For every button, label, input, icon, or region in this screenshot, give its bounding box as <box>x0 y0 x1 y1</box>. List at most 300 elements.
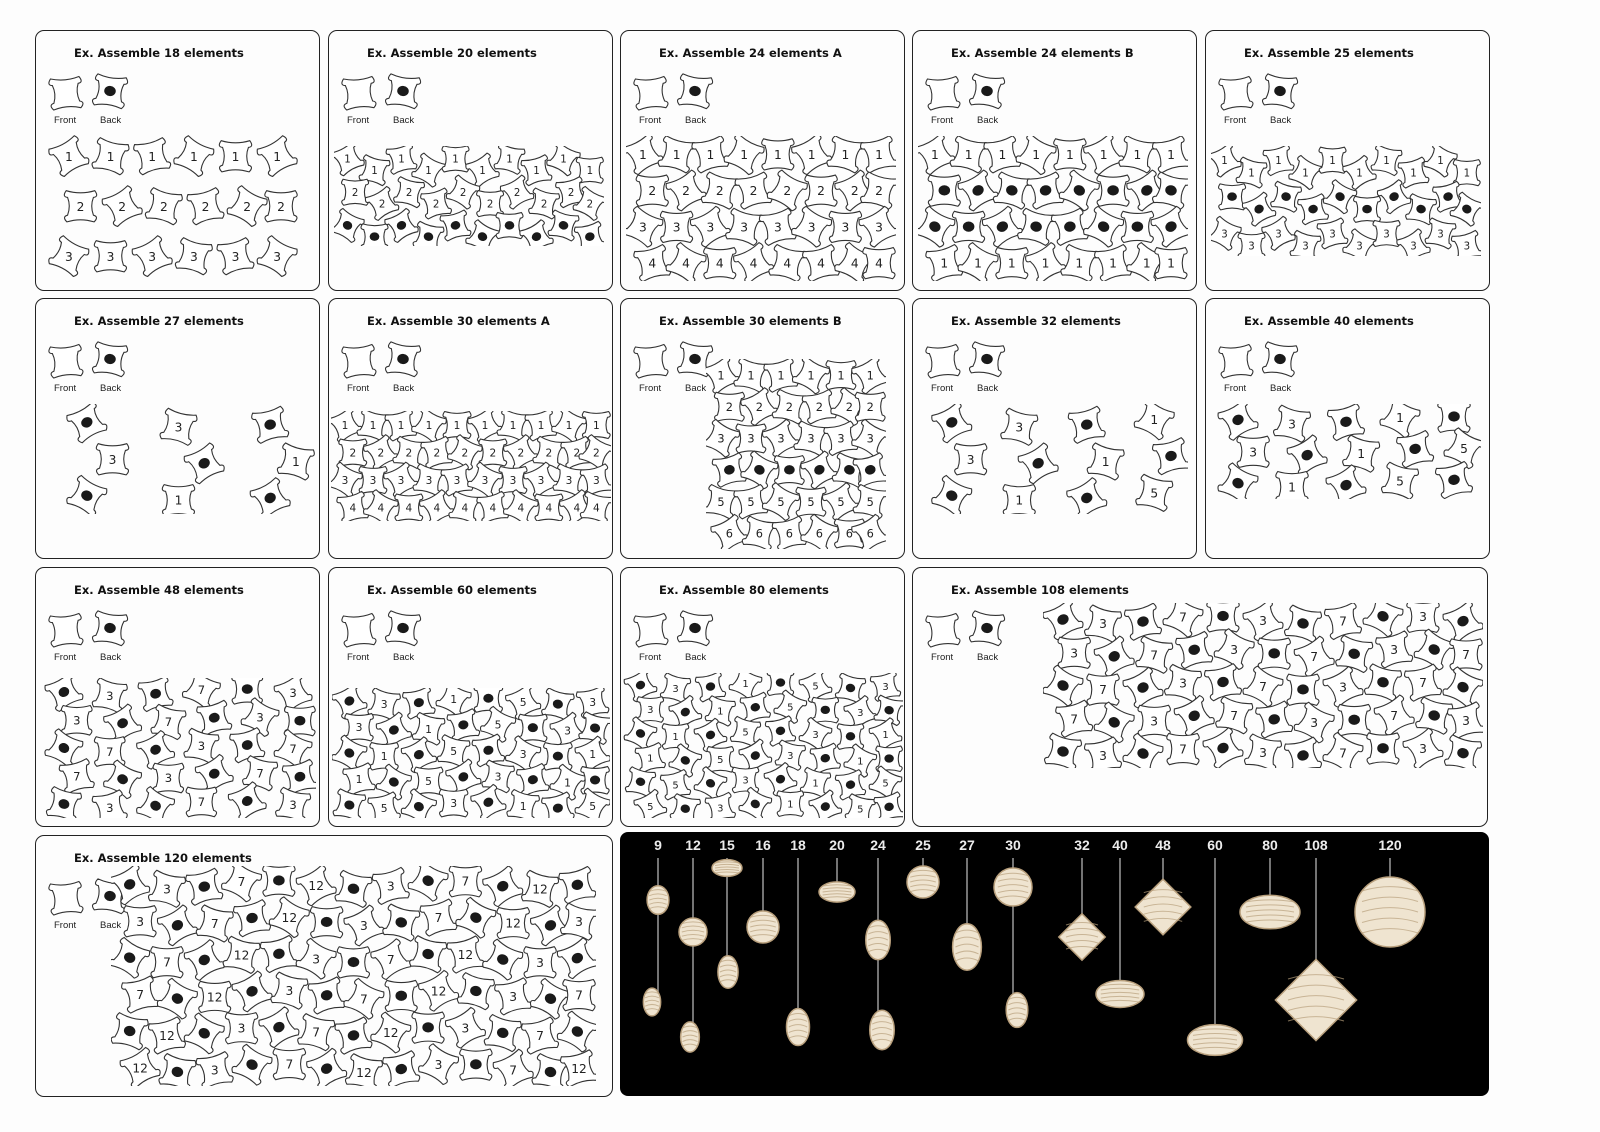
back-dot <box>348 957 360 967</box>
paper-element <box>331 411 364 443</box>
front-back-legend <box>1214 339 1304 401</box>
element-number: 3 <box>509 474 517 487</box>
element-number: 1 <box>787 799 794 811</box>
element-number: 3 <box>740 220 749 235</box>
element-number: 2 <box>201 199 210 214</box>
element-number: 1 <box>773 147 782 162</box>
paper-element <box>952 211 984 242</box>
paper-element <box>273 1048 305 1079</box>
panel-title: Ex. Assemble 24 elements B <box>951 46 1134 60</box>
back-dot <box>505 221 515 230</box>
back-dot <box>483 694 493 703</box>
assembly-pattern <box>41 678 316 818</box>
element-number: 2 <box>118 199 127 214</box>
paper-element <box>225 1013 257 1044</box>
lamp <box>907 866 939 898</box>
paper-element <box>1243 734 1282 768</box>
panel-assemble-80 <box>620 567 905 827</box>
element-number: 7 <box>210 917 219 932</box>
paper-element <box>1450 639 1482 670</box>
paper-element <box>497 908 529 939</box>
paper-element <box>479 439 507 466</box>
paper-element <box>711 452 747 487</box>
element-number: 1 <box>425 419 433 432</box>
paper-element <box>48 235 90 278</box>
element-number: 3 <box>425 474 433 487</box>
element-number: 3 <box>481 474 489 487</box>
element-number: 2 <box>567 187 575 199</box>
element-number: 6 <box>755 526 764 541</box>
paper-element <box>506 789 540 818</box>
element-number: 3 <box>237 1021 246 1036</box>
element-number: 7 <box>434 911 443 926</box>
paper-element <box>1375 630 1414 668</box>
paper-element <box>626 206 664 249</box>
back-dot <box>395 991 407 1001</box>
panel-title: Ex. Assemble 24 elements A <box>659 46 842 60</box>
element-number: 5 <box>837 494 845 509</box>
paper-element <box>439 210 472 242</box>
back-dot <box>963 222 975 232</box>
paper-element <box>1238 233 1265 256</box>
element-number: 2 <box>486 199 494 211</box>
lamp <box>786 1008 809 1045</box>
element-number: 3 <box>536 955 544 970</box>
element-number: 1 <box>1167 256 1175 271</box>
paper-element <box>1054 139 1086 170</box>
paper-element <box>445 174 481 210</box>
assembly-pattern <box>1043 603 1483 768</box>
element-number: 3 <box>1462 713 1470 728</box>
element-number: 3 <box>197 739 206 754</box>
element-number: 1 <box>1356 168 1363 180</box>
front-element-icon <box>926 613 961 647</box>
element-number: 3 <box>1437 229 1444 241</box>
element-number: 7 <box>1339 614 1347 629</box>
paper-element <box>1276 472 1308 499</box>
paper-element <box>1138 705 1170 736</box>
element-number: 12 <box>571 1061 587 1076</box>
paper-element <box>767 673 793 696</box>
paper-element <box>45 786 82 818</box>
paper-element <box>344 1053 383 1086</box>
element-number: 1 <box>1065 147 1074 162</box>
element-number: 12 <box>281 910 298 925</box>
element-number: 3 <box>174 420 183 435</box>
lamp-count-label: 20 <box>829 837 845 853</box>
paper-element <box>925 244 964 281</box>
paper-element <box>1289 230 1322 256</box>
element-number: 5 <box>857 804 864 816</box>
back-element-icon <box>385 611 421 646</box>
element-number: 4 <box>461 502 469 515</box>
element-number: 1 <box>231 149 240 164</box>
element-number: 4 <box>377 502 385 515</box>
element-number: 3 <box>64 249 73 264</box>
paper-element <box>371 867 410 905</box>
paper-element <box>295 866 338 907</box>
paper-element <box>417 970 460 1013</box>
paper-element <box>448 491 482 521</box>
element-number: 1 <box>747 368 755 383</box>
panel-assemble-48 <box>35 567 320 827</box>
element-number: 3 <box>273 249 282 264</box>
paper-element <box>706 419 741 459</box>
panel-assemble-30a <box>328 298 613 559</box>
element-number: 6 <box>845 526 854 541</box>
element-number: 7 <box>1150 648 1159 663</box>
element-number: 1 <box>841 147 850 162</box>
panel-assemble-60 <box>328 567 613 827</box>
element-number: 1 <box>537 419 545 432</box>
element-number: 3 <box>163 882 171 897</box>
paper-element <box>863 248 895 279</box>
paper-element <box>466 411 503 443</box>
front-label: Front <box>931 383 954 394</box>
panel-title: Ex. Assemble 32 elements <box>951 314 1121 328</box>
paper-element <box>230 1044 273 1086</box>
element-number: 4 <box>405 502 413 515</box>
back-element-icon <box>92 74 128 109</box>
element-number: 2 <box>875 184 883 199</box>
lamp <box>1355 877 1425 947</box>
paper-element <box>412 1012 444 1043</box>
element-number: 1 <box>506 154 513 166</box>
paper-element <box>1163 664 1202 702</box>
element-number: 5 <box>450 745 458 759</box>
element-number: 1 <box>397 419 405 432</box>
element-number: 7 <box>163 955 171 970</box>
paper-element <box>359 467 387 494</box>
paper-element <box>1167 733 1199 764</box>
lamp <box>712 860 742 877</box>
paper-element <box>231 970 274 1013</box>
element-number: 3 <box>747 431 755 446</box>
element-number: 1 <box>1099 147 1108 162</box>
paper-element <box>1261 216 1297 252</box>
paper-element <box>1058 169 1101 212</box>
paper-element <box>481 760 515 794</box>
element-number: 1 <box>355 773 363 787</box>
element-number: 1 <box>533 165 540 177</box>
paper-element <box>411 712 445 746</box>
paper-element <box>1335 635 1374 673</box>
element-number: 2 <box>351 187 359 199</box>
element-number: 7 <box>256 766 264 781</box>
element-number: 3 <box>773 220 782 235</box>
assembly-pattern <box>706 359 886 549</box>
element-number: 1 <box>638 147 647 162</box>
element-number: 2 <box>432 199 440 211</box>
element-number: 3 <box>564 724 572 738</box>
element-number: 1 <box>777 368 785 383</box>
element-number: 3 <box>1015 420 1024 435</box>
panel-title: Ex. Assemble 20 elements <box>367 46 537 60</box>
paper-element <box>768 244 807 281</box>
back-dot <box>1107 185 1119 195</box>
paper-element <box>541 792 575 818</box>
paper-element <box>1378 404 1421 439</box>
element-number: 5 <box>1460 441 1468 456</box>
back-element-icon <box>969 74 1005 109</box>
element-number: 7 <box>575 988 583 1003</box>
element-number: 1 <box>647 753 654 765</box>
element-number: 12 <box>233 948 250 963</box>
element-number: 2 <box>715 184 724 199</box>
element-number: 3 <box>1302 241 1309 253</box>
paper-element <box>1237 436 1269 467</box>
front-back-legend <box>629 608 719 670</box>
paper-element <box>823 421 859 456</box>
element-number: 2 <box>243 199 252 214</box>
element-number: 2 <box>377 447 385 460</box>
paper-element <box>1014 136 1057 176</box>
paper-element <box>981 206 1024 249</box>
paper-element <box>657 136 696 173</box>
paper-element <box>858 206 896 249</box>
element-number: 5 <box>425 774 433 788</box>
paper-element <box>844 793 876 818</box>
element-number: 2 <box>817 184 825 199</box>
paper-element <box>812 697 838 723</box>
element-number: 7 <box>1230 708 1239 723</box>
paper-element <box>1175 631 1214 669</box>
lamp <box>718 956 738 988</box>
paper-element <box>992 172 1031 210</box>
back-dot <box>776 678 785 686</box>
paper-element <box>1287 155 1323 191</box>
element-number: 7 <box>1310 650 1319 665</box>
paper-element <box>799 450 839 490</box>
element-number: 7 <box>1259 680 1267 695</box>
element-number: 1 <box>509 419 517 432</box>
element-number: 3 <box>106 800 114 815</box>
paper-element <box>714 392 744 421</box>
element-number: 2 <box>349 447 357 460</box>
paper-element <box>662 724 688 750</box>
paper-element <box>1286 434 1329 477</box>
element-number: 1 <box>592 419 600 432</box>
element-number: 2 <box>433 447 441 460</box>
element-number: 5 <box>717 494 725 509</box>
paper-element <box>133 137 172 175</box>
element-number: 2 <box>755 399 764 414</box>
lamp-count-label: 48 <box>1155 837 1171 853</box>
element-number: 2 <box>378 199 386 211</box>
assembly-pattern <box>334 146 604 246</box>
lamp <box>681 1022 700 1052</box>
paper-element <box>454 897 497 940</box>
paper-element <box>334 870 373 908</box>
element-number: 7 <box>461 874 470 889</box>
paper-element <box>367 792 401 818</box>
element-number: 1 <box>344 154 351 166</box>
back-label: Back <box>685 115 707 126</box>
lamp-count-label: 60 <box>1207 837 1223 853</box>
element-number: 1 <box>1357 447 1366 462</box>
panel-assemble-20 <box>328 30 613 291</box>
element-number: 7 <box>1099 683 1107 698</box>
paper-element <box>1215 696 1254 734</box>
paper-element <box>774 456 804 485</box>
paper-element <box>111 866 151 906</box>
element-number: 3 <box>1288 417 1296 432</box>
element-number: 2 <box>489 447 497 460</box>
front-element-icon <box>1219 76 1254 110</box>
element-number: 4 <box>850 256 859 271</box>
paper-element <box>707 747 733 773</box>
assembly-pattern <box>331 411 611 521</box>
lamp-count-label: 80 <box>1262 837 1278 853</box>
paper-element <box>1043 733 1082 768</box>
assembly-pattern <box>623 673 903 818</box>
back-dot <box>1268 648 1280 658</box>
paper-element <box>1373 694 1416 737</box>
element-number: 3 <box>777 431 785 446</box>
paper-element <box>559 903 596 941</box>
front-label: Front <box>347 652 370 663</box>
paper-element <box>342 978 385 1021</box>
element-number: 3 <box>231 249 240 264</box>
paper-element <box>1024 242 1067 281</box>
panel-title: Ex. Assemble 60 elements <box>367 583 537 597</box>
paper-element <box>172 135 215 178</box>
assembly-pattern <box>1211 404 1481 499</box>
paper-element <box>1361 603 1404 638</box>
assembly-pattern <box>918 404 1188 514</box>
paper-element <box>829 211 861 242</box>
paper-element <box>665 169 708 212</box>
element-number: 1 <box>882 730 889 742</box>
front-element-icon <box>49 76 84 110</box>
element-number: 3 <box>519 747 527 761</box>
back-dot <box>1227 192 1237 201</box>
back-label: Back <box>100 652 122 663</box>
lamp <box>994 868 1032 906</box>
paper-element <box>636 175 668 206</box>
element-number: 2 <box>725 399 734 414</box>
front-element-icon <box>49 344 84 378</box>
paper-element <box>821 482 861 522</box>
element-number: 3 <box>355 721 363 735</box>
element-number: 3 <box>1259 746 1267 761</box>
lamp-count-label: 24 <box>870 837 886 853</box>
paper-element <box>449 866 481 897</box>
element-number: 1 <box>564 776 572 790</box>
front-element-icon <box>926 344 961 378</box>
paper-element <box>634 742 666 773</box>
paper-element <box>492 1048 535 1086</box>
paper-element <box>255 235 298 278</box>
panel-title: Ex. Assemble 30 elements B <box>659 314 842 328</box>
back-label: Back <box>100 383 122 394</box>
panel-assemble-30b <box>620 298 905 559</box>
element-number: 5 <box>747 494 755 509</box>
element-number: 12 <box>505 916 521 931</box>
element-number: 3 <box>1419 610 1427 625</box>
element-number: 1 <box>940 256 949 271</box>
element-number: 2 <box>648 184 657 199</box>
lamp <box>1135 879 1191 935</box>
element-number: 4 <box>545 502 553 515</box>
paper-element <box>420 436 454 469</box>
paper-element <box>369 938 412 981</box>
paper-element <box>496 213 523 239</box>
paper-element <box>334 1017 373 1055</box>
element-number: 7 <box>1179 742 1187 757</box>
element-number: 4 <box>682 256 690 271</box>
element-number: 5 <box>777 494 785 509</box>
lamp <box>1275 959 1356 1040</box>
paper-element <box>790 206 833 249</box>
assembly-pattern <box>111 866 596 1086</box>
paper-element <box>1017 208 1056 246</box>
panel-title: Ex. Assemble 120 elements <box>74 851 252 865</box>
paper-element <box>412 221 445 246</box>
back-element-icon <box>969 611 1005 646</box>
back-label: Back <box>393 383 415 394</box>
element-number: 3 <box>106 249 115 264</box>
paper-element <box>739 692 771 723</box>
paper-element <box>700 172 739 210</box>
element-number: 6 <box>785 526 794 541</box>
paper-element <box>983 136 1022 173</box>
paper-element <box>94 737 125 767</box>
lamp <box>1188 1025 1243 1056</box>
paper-element <box>791 359 831 395</box>
back-element-icon <box>677 611 713 646</box>
element-number: 5 <box>742 727 749 739</box>
paper-element <box>385 980 417 1011</box>
paper-element <box>563 980 595 1011</box>
back-element-icon <box>92 342 128 377</box>
paper-element <box>1370 146 1403 176</box>
paper-element <box>1451 230 1481 256</box>
element-number: 5 <box>717 754 724 766</box>
back-dot <box>590 776 600 785</box>
paper-element <box>736 424 766 453</box>
element-number: 1 <box>341 419 349 432</box>
element-number: 2 <box>749 184 758 199</box>
paper-element <box>739 387 779 427</box>
front-back-legend <box>337 71 427 133</box>
paper-element <box>307 977 346 1015</box>
element-number: 1 <box>998 147 1007 162</box>
paper-element <box>409 935 448 973</box>
panel-assemble-32 <box>912 298 1197 559</box>
element-number: 7 <box>312 1025 321 1040</box>
front-element-icon <box>926 76 961 110</box>
element-number: 1 <box>291 455 300 470</box>
paper-element <box>996 248 1028 279</box>
element-number: 1 <box>1275 155 1282 167</box>
back-label: Back <box>393 115 415 126</box>
element-number: 1 <box>380 750 388 764</box>
paper-element <box>574 221 604 246</box>
element-number: 3 <box>397 474 405 487</box>
paper-element <box>268 896 311 939</box>
element-number: 3 <box>1248 241 1255 253</box>
element-number: 7 <box>197 795 206 810</box>
lamp <box>1240 895 1300 929</box>
element-number: 3 <box>807 431 815 446</box>
paper-element <box>734 172 773 210</box>
paper-element <box>1135 474 1174 512</box>
element-number: 3 <box>369 474 377 487</box>
front-label: Front <box>54 920 77 931</box>
front-back-legend <box>921 608 1011 670</box>
element-number: 2 <box>540 199 548 211</box>
